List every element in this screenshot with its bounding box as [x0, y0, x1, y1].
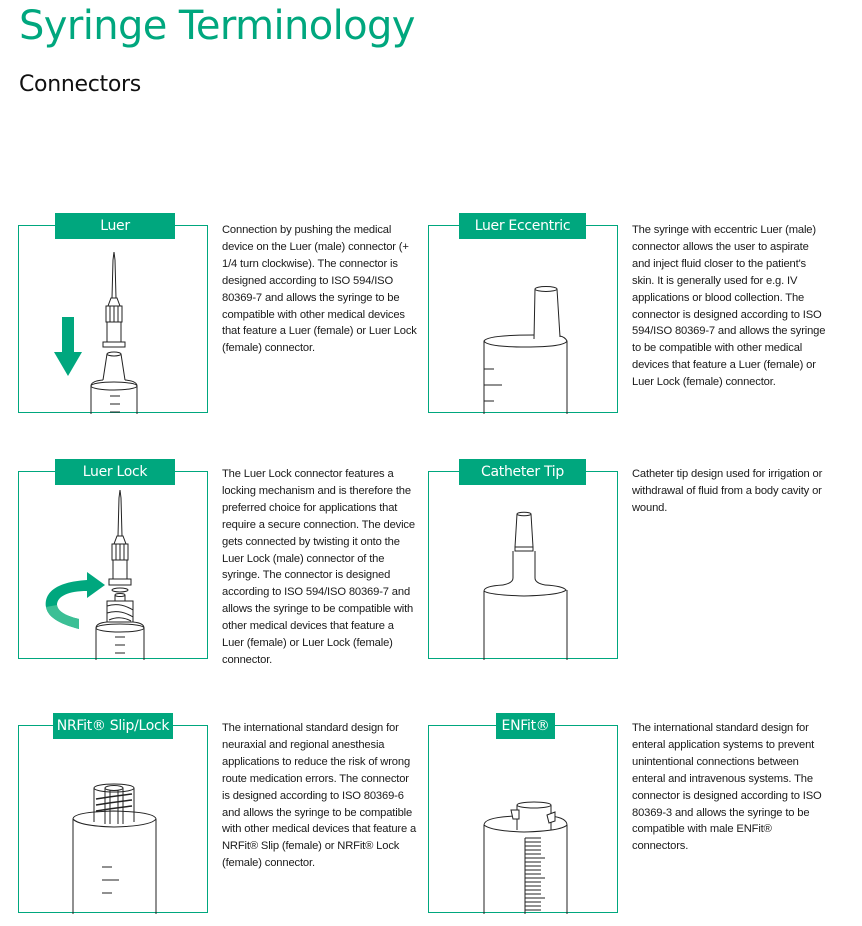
luer-push-connector-illustration — [19, 226, 209, 414]
connector-label: Catheter Tip — [459, 459, 586, 485]
connector-label: Luer Lock — [55, 459, 175, 485]
catheter-tip-connector-illustration — [429, 472, 619, 660]
connector-card-luer-eccentric — [428, 218, 618, 413]
connector-card-nrfit — [18, 718, 208, 913]
luer-eccentric-connector-illustration — [429, 226, 619, 414]
connector-description: Catheter tip design used for irrigation or withdrawal of fluid from a body cavity or wound. — [632, 468, 823, 514]
connector-card-luer — [18, 218, 208, 413]
section-subtitle: Connectors — [19, 72, 141, 97]
connector-description: The international standard design for neuraxial and regional anesthesia applications to reduce the risk of wrong route medication errors. The connector is designed according to ISO 80369-6 and allows the syringe to be compatible with other medical devices that feature a NRFit® Slip (female) or NRFit® Lock (female) connector. — [222, 722, 417, 870]
connector-label: ENFit® — [496, 713, 555, 739]
connector-label: Luer Eccentric — [459, 213, 586, 239]
down-arrow-icon — [54, 317, 82, 376]
connector-description: Connection by pushing the medical device on the Luer (male) connector (+ 1/4 turn clockwise). The connector is designed according to ISO 594/ISO 80369-7 and allows the syringe to be compatible with other medical devices that feature a Luer (female) or Luer Lock (female) connector. — [222, 224, 417, 355]
nrfit-connector-illustration — [19, 726, 209, 914]
connector-label: NRFit® Slip/Lock — [53, 713, 173, 739]
connector-label: Luer — [55, 213, 175, 239]
connector-description: The syringe with eccentric Luer (male) connector allows the user to aspirate and inject fluid closer to the patient's skin. It is generally used for e.g. IV applications or blood collection. The connector is designed according to ISO 594/ISO 80369-7 and allows the syringe to be compatible with other medical devices that feature a Luer (female) or Luer Lock (female) connector. — [632, 224, 826, 389]
page-title: Syringe Terminology — [19, 3, 415, 49]
luer-lock-connector-illustration — [19, 472, 209, 660]
enfit-connector-illustration — [429, 726, 619, 914]
connector-card-luer-lock — [18, 464, 208, 659]
connector-description: The Luer Lock connector features a locking mechanism and is therefore the preferred choice for applications that require a secure connection. The device gets connected by twisting it onto the Luer Lock (male) connector of the syringe. The connector is designed according to ISO 594/ISO 80369-7 and allows the syringe to be compatible with other medical devices that feature a Luer (female) or Luer Lock (female) connector. — [222, 468, 415, 666]
connector-description: The international standard design for enteral application systems to prevent unintentional connections between enteral and intravenous systems. The connector is designed according to ISO 80369-3 and allows the syringe to be compatible with male ENFit® connectors. — [632, 722, 822, 853]
connector-card-catheter-tip — [428, 464, 618, 659]
connector-card-enfit — [428, 718, 618, 913]
